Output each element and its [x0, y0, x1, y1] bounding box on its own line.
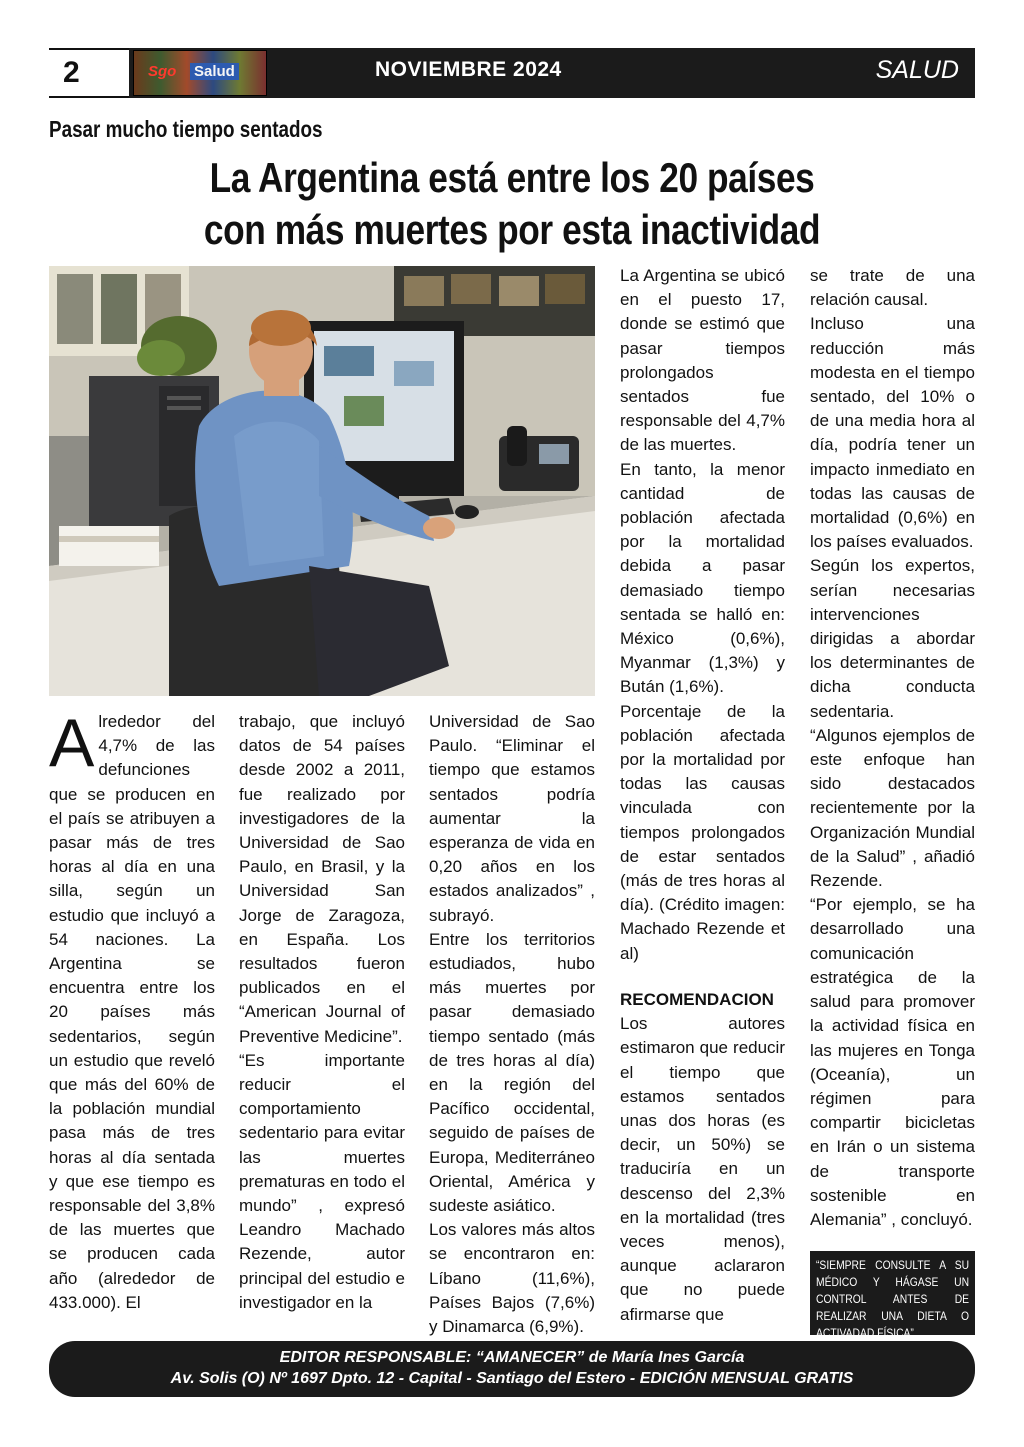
issue-date: NOVIEMBRE 2024	[375, 58, 562, 81]
paragraph: La Argentina se ubicó en el puesto 17, donde se estimó que pasar tiempos prolongados sentados fue responsable del 4,7% de las muertes.	[620, 266, 785, 455]
paragraph: Porcentaje de la población afectada por la mortalidad por todas las causas vinculada con tiempos prolongados de estar sentados (más de tres horas al día). (Crédito imagen: Machado Rezende et al)	[620, 701, 785, 963]
headline-line-2: con más muertes por esta inactividad	[203, 206, 821, 253]
text-column-1	[49, 705, 215, 1315]
text-column-3	[429, 710, 595, 1339]
paragraph: “Es importante reducir el comportamiento sedentario para evitar las muertes prematuras en todo el mundo” , expresó Leandro Machado Rezende, autor principal del estudio e investigador en la	[239, 1050, 405, 1312]
article-photo	[49, 266, 595, 696]
newspaper-logo	[133, 50, 267, 96]
paragraph: “Algunos ejemplos de este enfoque han sido destacados recientemente por la Organización Mundial de la Salud” , añadió Rezende.	[810, 725, 975, 891]
paragraph: Los valores más altos se encontraron en: Líbano (11,6%), Países Bajos (7,6%) y Dinamarca (6,9%).	[429, 1220, 595, 1337]
health-advice-text: “SIEMPRE CONSULTE A SU MÉDICO Y HÁGASE UN CONTROL ANTES DE REALIZAR UNA DIETA O ACTIVADAD FÍSICA”	[816, 1258, 970, 1340]
drop-cap: A	[49, 705, 95, 781]
article-headline	[49, 152, 975, 256]
text-column-2	[239, 710, 405, 1315]
paragraph: Los autores estimaron que reducir el tiempo que estamos sentados unas dos horas (es decir, un 50%) se traduciría en un descenso del 2,3% en la mortalidad (tres veces menos), aunque aclararon que no puede afirmarse que	[620, 1014, 785, 1324]
paragraph: trabajo, que incluyó datos de 54 países desde 2002 a 2011, fue realizado por investigadores de la Universidad de Sao Paulo, en Brasil, y la Universidad San Jorge de Zaragoza, en España. Los resultados fueron publicados en el “American Journal of Preventive Medicine”.	[239, 712, 405, 1046]
text-column-4	[620, 264, 785, 1327]
text-column-5	[810, 264, 975, 1232]
headline-line-1: La Argentina está entre los 20 países	[209, 154, 815, 201]
lead-text: lrededor del 4,7% de las defunciones que se producen en el país se atribuyen a pasar más de tres horas al día en una silla, según un estudio que incluyó a 54 naciones. La Argentina se encuentra entre los 20 países más sedentarios, según un estudio que reveló que más del 60% de la población mundial pasa más de tres horas al día sentada y que ese tiempo es responsable del 3,8% de las muertes que se producen cada año (alrededor de 433.000). El	[49, 712, 215, 1312]
page-number-box	[49, 48, 129, 98]
health-advice-box	[810, 1251, 975, 1340]
paragraph: En tanto, la menor cantidad de población afectada por la mortalidad debida a pasar demasiado tiempo sentada se halló en: México (0,6%), Myanmar (1,3%) y Bután (1,6%).	[620, 459, 785, 697]
footer-editor-line: EDITOR RESPONSABLE: “AMANECER” de María Ines García	[279, 1349, 745, 1366]
paragraph: se trate de una relación causal.	[810, 266, 975, 310]
paragraph: Entre los territorios estudiados, hubo más muertes por pasar demasiado tiempo sentado (más de tres horas al día) en la región del Pacífico occidental, seguido de países de Europa, Mediterráneo Oriental, América y sudeste asiático.	[429, 929, 595, 1216]
office-worker-image	[49, 266, 595, 696]
page-footer	[49, 1341, 975, 1397]
paragraph: Universidad de Sao Paulo. “Eliminar el tiempo que estamos sentados podría aumentar la esperanza de vida en 0,20 años en los estados analizados” , subrayó.	[429, 712, 595, 925]
article-kicker: Pasar mucho tiempo sentados	[49, 116, 323, 142]
page-header	[49, 48, 975, 98]
paragraph: Según los expertos, serían necesarias intervenciones dirigidas a abordar los determinantes de dicha conducta sedentaria.	[810, 556, 975, 721]
logo-text-left: Sgo	[148, 63, 177, 80]
section-name: SALUD	[875, 56, 959, 84]
logo-text-right: Salud	[190, 63, 239, 80]
paragraph: “Por ejemplo, se ha desarrollado una comunicación estratégica de la salud para promover la actividad física en las mujeres en Tonga (Oceanía), un régimen para compartir bicicletas en Irán o un sistema de transporte sostenible en Alemania” , concluyó.	[810, 895, 975, 1229]
section-subhead: RECOMENDACION	[620, 989, 774, 1009]
paragraph: Incluso una reducción más modesta en el tiempo sentado, del 10% o de una media hora al día, podría tener un impacto inmediato en todas las causas de mortalidad (0,6%) en los países evaluados.	[810, 314, 975, 552]
lead-paragraph	[49, 705, 215, 1315]
footer-address-line: Av. Solis (O) Nº 1697 Dpto. 12 - Capital - Santiago del Estero - EDICIÓN MENSUAL GRATIS	[170, 1370, 854, 1387]
page-number: 2	[63, 56, 80, 89]
